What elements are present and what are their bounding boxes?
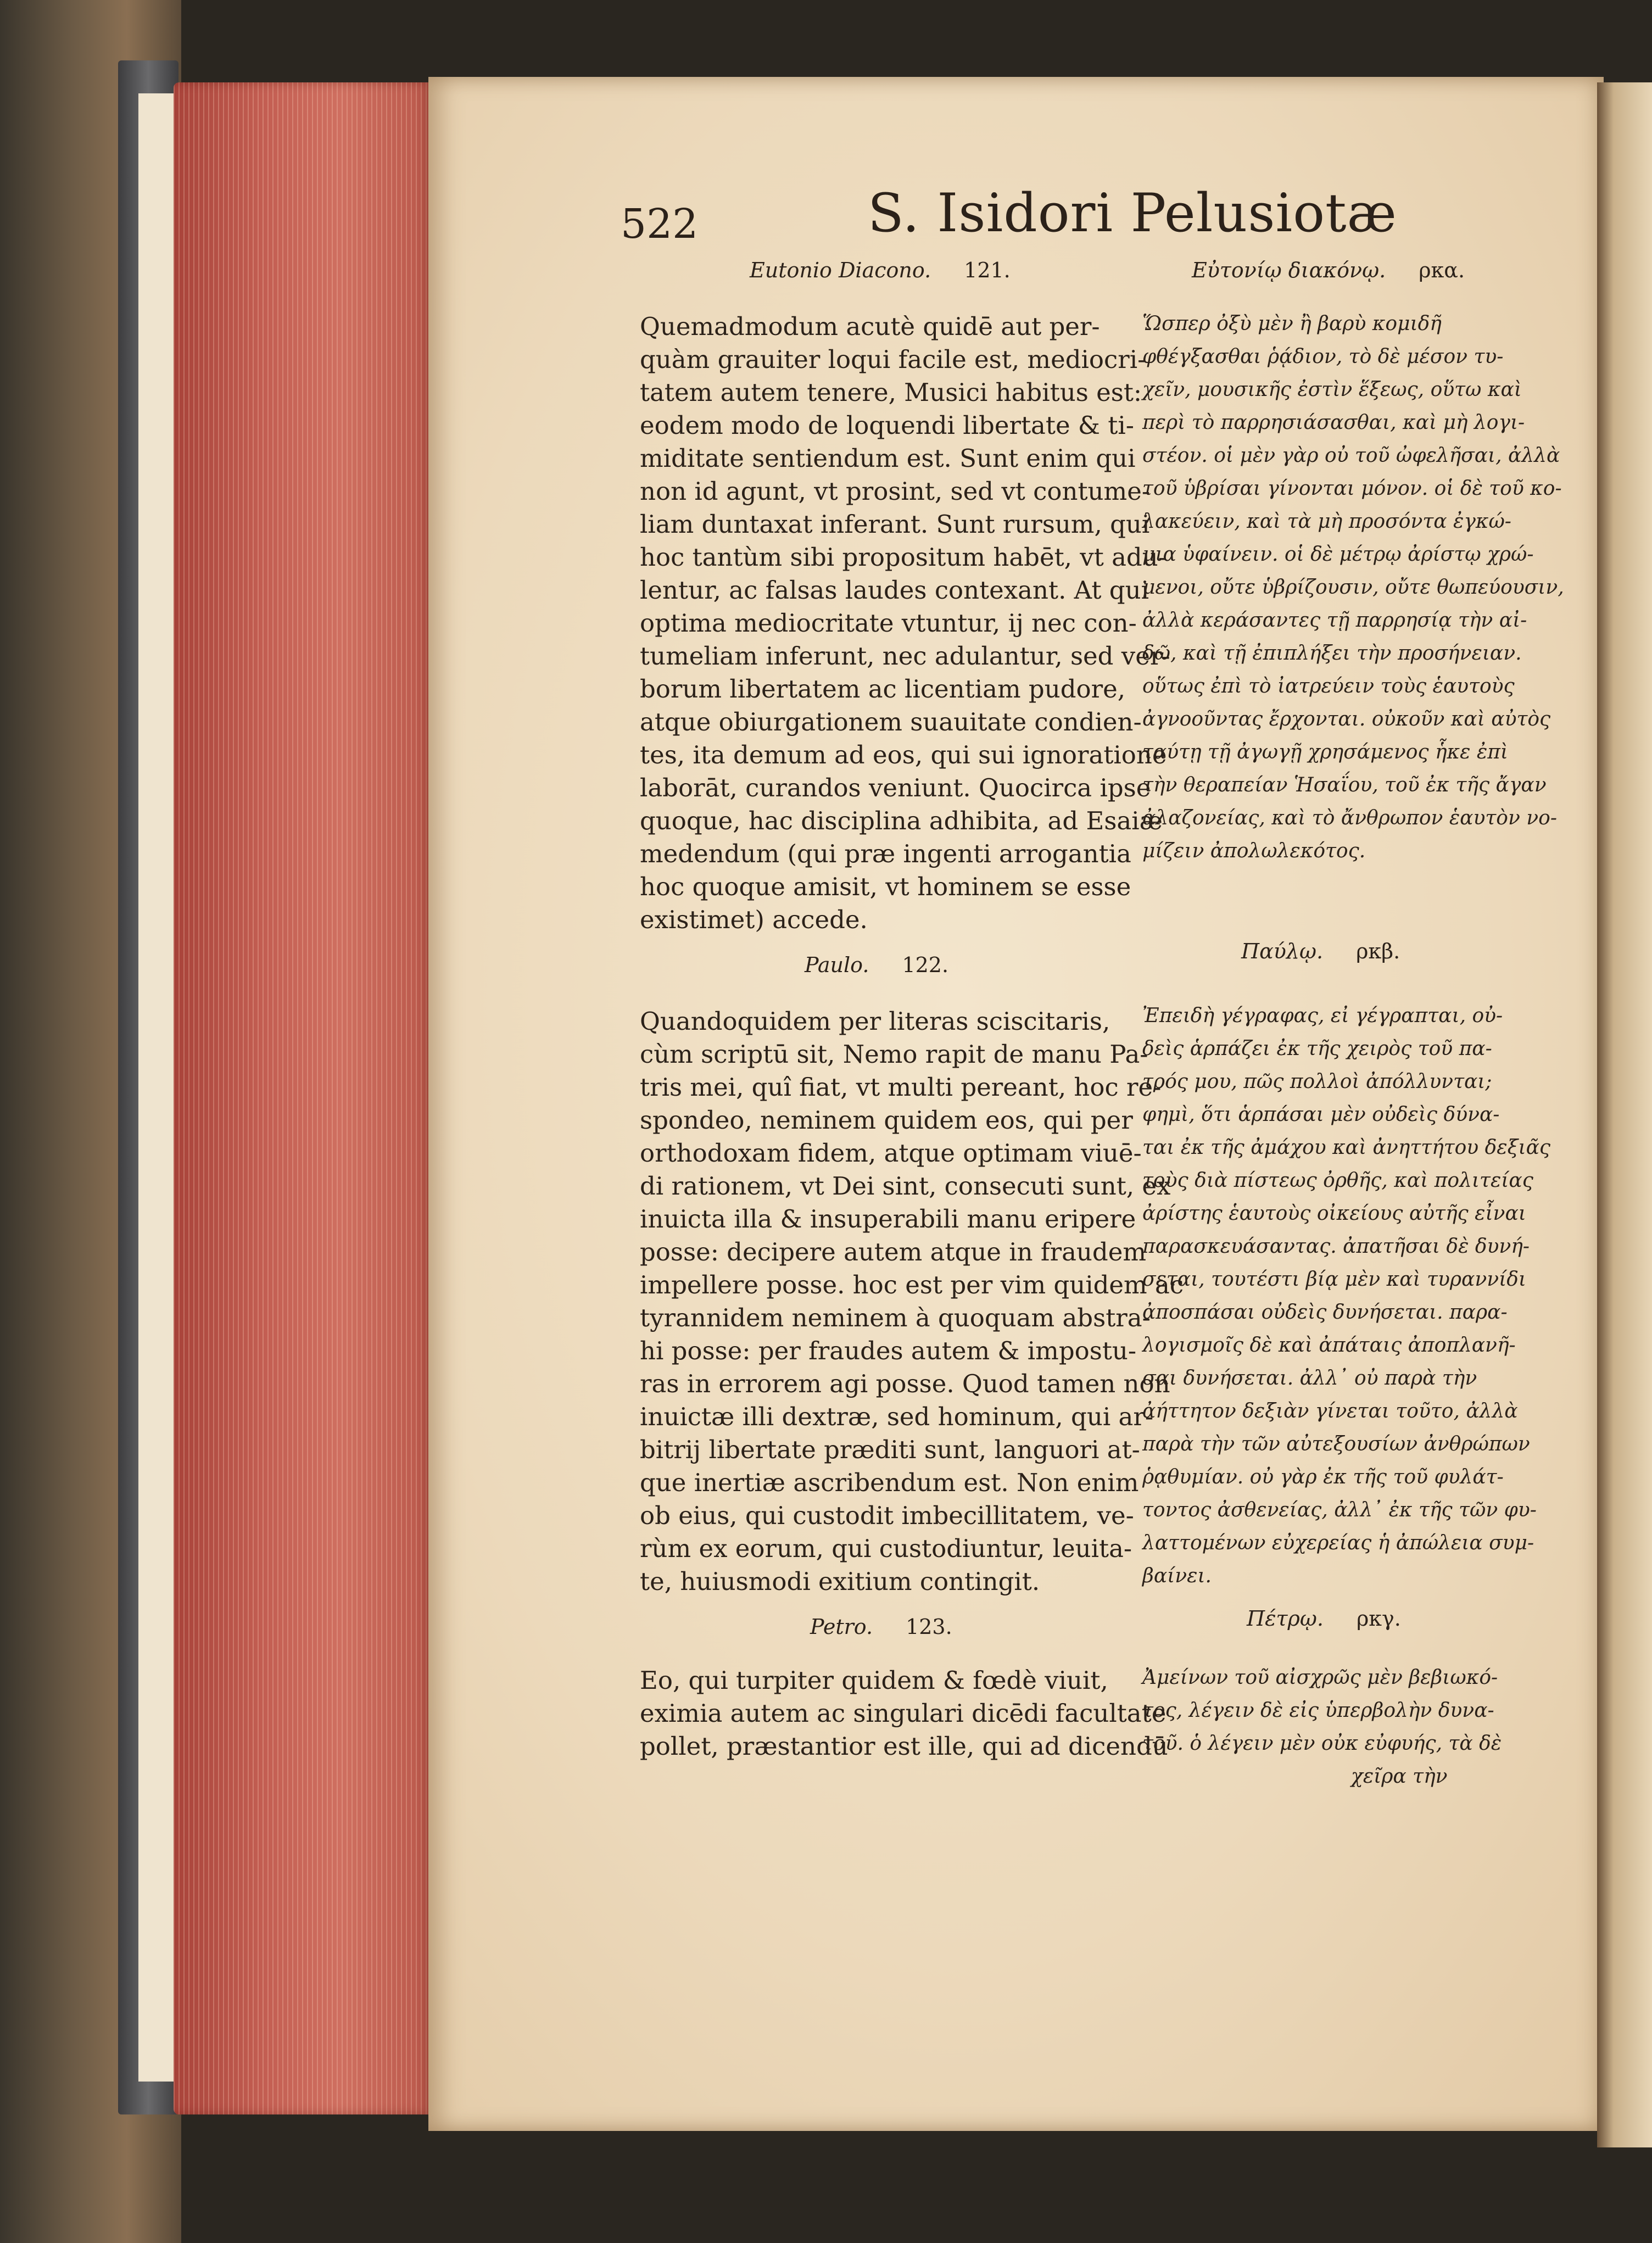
text-line: hoc quoque amisit, vt hominem se esse [640,872,1131,901]
text-line: βαίνει. [1142,1565,1212,1587]
text-line: borum libertatem ac licentiam pudore, [640,674,1126,704]
text-line: inuicta illa & insuperabili manu eripere [640,1204,1136,1234]
text-line: medendum (qui præ ingenti arrogantia [640,839,1131,868]
text-line: di rationem, vt Dei sint, consecuti sunt, ex [640,1171,1171,1201]
text-line: quàm grauiter loqui facile est, mediocri- [640,345,1146,374]
text-line: τρός μου, πῶς πολλοὶ ἀπόλλυνται; [1142,1070,1492,1093]
text-line: ται ἐκ τῆς ἀμάχου καὶ ἀνηττήτου δεξιᾶς [1142,1136,1551,1159]
text-line: ἀγνοοῦντας ἔρχονται. οὐκοῦν καὶ αὐτὸς [1142,708,1551,730]
text-line: Ἀμείνων τοῦ αἰσχρῶς μὲν βεβιωκό- [1142,1666,1498,1689]
text-line: χεῖν, μουσικῆς ἐστὶν ἕξεως, οὕτω καὶ [1142,378,1522,401]
greek-heading-number: ρκβ. [1356,939,1400,963]
greek-heading-name: Εὐτονίῳ διακόνῳ. [1192,258,1386,282]
text-line: impellere posse. hoc est per vim quidem ac [640,1270,1184,1299]
text-line: que inertiæ ascribendum est. Non enim [640,1468,1139,1497]
greek-heading-number: ρκγ. [1356,1606,1401,1631]
text-line: hi posse: per fraudes autem & impostu- [640,1336,1137,1365]
greek-heading-name: Πέτρῳ. [1247,1606,1324,1631]
text-line: τοῦ. ὁ λέγειν μὲν οὐκ εὐφυής, τὰ δὲ [1142,1732,1502,1755]
text-line: τος, λέγειν δὲ εἰς ὑπερβολὴν δυνα- [1142,1699,1494,1722]
latin-heading [805,953,948,977]
text-line: ῥᾳθυμίαν. οὐ γὰρ ἐκ τῆς τοῦ φυλάτ- [1142,1466,1504,1488]
greek-heading [1192,258,1465,282]
red-fore-edge [174,82,432,2114]
endpaper [138,93,177,2082]
latin-heading-number: 121. [964,258,1011,282]
text-line: τοῦ ὑβρίσαι γίνονται μόνον. οἱ δὲ τοῦ κο- [1142,477,1562,500]
text-line: tes, ita demum ad eos, qui sui ignoratione [640,740,1167,769]
text-line: ras in errorem agi posse. Quod tamen non [640,1369,1170,1398]
text-line: lentur, ac falsas laudes contexant. At qui [640,576,1149,605]
text-line: pollet, præstantior est ille, qui ad dicendū [640,1732,1168,1761]
text-line: liam duntaxat inferant. Sunt rursum, qui [640,510,1150,539]
latin-heading-number: 122. [902,953,949,977]
text-line: σεται, τουτέστι βίᾳ μὲν καὶ τυραννίδι [1142,1268,1527,1291]
text-line: Eo, qui turpiter quidem & fœdè viuit, [640,1666,1108,1695]
text-line: rùm ex eorum, qui custodiuntur, leuita- [640,1534,1132,1563]
text-line: cùm scriptū sit, Nemo rapit de manu Pa- [640,1040,1148,1069]
text-line: tatem autem tenere, Musici habitus est: [640,378,1142,407]
text-line: ἀρίστης ἑαυτοὺς οἰκείους αὐτῆς εἶναι [1142,1202,1526,1225]
page-number: 522 [621,200,699,248]
text-line: tumeliam inferunt, nec adulantur, sed ver- [640,641,1170,671]
latin-heading-number: 123. [906,1615,952,1639]
text-line: λαττομένων εὐχερείας ἡ ἀπώλεια συμ- [1142,1532,1534,1554]
text-line: bitrij libertate præditi sunt, languori at- [640,1435,1140,1464]
latin-heading-name: Eutonio Diacono. [750,258,931,282]
text-line: παρὰ τὴν τῶν αὐτεξουσίων ἀνθρώπων [1142,1433,1530,1455]
text-line: περὶ τὸ παρρησιάσασθαι, καὶ μὴ λογι- [1142,411,1525,434]
text-line: παρασκευάσαντας. ἀπατῆσαι δὲ δυνή- [1142,1235,1530,1258]
text-line: ἀποσπάσαι οὐδεὶς δυνήσεται. παρα- [1142,1301,1508,1324]
catchword: χεῖρα τὴν [1351,1765,1448,1788]
text-line: posse: decipere autem atque in fraudem [640,1237,1146,1266]
text-line: te, huiusmodi exitium contingit. [640,1567,1040,1596]
text-line: στέον. οἱ μὲν γὰρ οὐ τοῦ ὠφελῆσαι, ἀλλὰ [1142,444,1560,467]
text-line: inuictæ illi dextræ, sed hominum, qui ar- [640,1402,1154,1431]
greek-heading-number: ρκα. [1419,258,1465,282]
text-line: οὕτως ἐπὶ τὸ ἰατρεύειν τοὺς ἑαυτοὺς [1142,675,1515,698]
text-line: φθέγξασθαι ῥᾴδιον, τὸ δὲ μέσον τυ- [1142,345,1504,368]
greek-heading [1247,1606,1401,1631]
latin-heading-name: Paulo. [805,953,869,977]
text-line: Ὥσπερ ὀξὺ μὲν ἢ βαρὺ κομιδῆ [1142,313,1442,335]
text-line: λακεύειν, καὶ τὰ μὴ προσόντα ἐγκώ- [1142,510,1511,533]
text-line: tris mei, quî fiat, vt multi pereant, hoc re- [640,1073,1162,1102]
text-line: δεὶς ἁρπάζει ἐκ τῆς χειρὸς τοῦ πα- [1142,1037,1492,1060]
text-line: miditate sentiendum est. Sunt enim qui [640,444,1136,473]
text-line: non id agunt, vt prosint, sed vt contume- [640,477,1151,506]
text-line: quoque, hac disciplina adhibita, ad Esaiæ [640,806,1163,835]
text-line: λογισμοῖς δὲ καὶ ἀπάταις ἀποπλανῆ- [1142,1334,1516,1357]
text-line: eximia autem ac singulari dicēdi facultate [640,1699,1167,1728]
text-line: τὴν θεραπείαν Ἡσαΐου, τοῦ ἐκ τῆς ἄγαν [1142,774,1547,796]
text-line: δῶ, καὶ τῇ ἐπιπλήξει τὴν προσήνειαν. [1142,642,1522,665]
text-line: eodem modo de loquendi libertate & ti- [640,411,1134,440]
text-line: ταύτῃ τῇ ἀγωγῇ χρησάμενος ἧκε ἐπὶ [1142,741,1509,763]
text-line: ἀλαζονείας, καὶ τὸ ἄνθρωπον ἑαυτὸν νο- [1142,807,1558,829]
text-line: τοὺς διὰ πίστεως ὀρθῆς, καὶ πολιτείας [1142,1169,1533,1192]
text-line: τοντος ἀσθενείας, ἀλλ᾽ ἐκ τῆς τῶν φυ- [1142,1499,1537,1521]
running-title: S. Isidori Pelusiotæ [868,182,1397,244]
text-line: ἀλλὰ κεράσαντες τῇ παρρησίᾳ τὴν αἰ- [1142,609,1527,632]
text-line: ob eius, qui custodit imbecillitatem, ve- [640,1501,1134,1530]
text-line: optima mediocritate vtuntur, ij nec con- [640,609,1137,638]
text-line: ἀήττητον δεξιὰν γίνεται τοῦτο, ἀλλὰ [1142,1400,1518,1422]
text-line: φημὶ, ὅτι ἁρπάσαι μὲν οὐδεὶς δύνα- [1142,1103,1500,1126]
text-line: μίζειν ἀπολωλεκότος. [1142,840,1366,862]
greek-heading [1241,939,1400,963]
latin-heading [810,1615,952,1639]
text-line: laborāt, curandos veniunt. Quocirca ipse [640,773,1151,802]
text-line: orthodoxam fidem, atque optimam viuē- [640,1139,1142,1168]
text-line: Quemadmodum acutè quidē aut per- [640,312,1100,341]
latin-heading [750,258,1011,282]
text-line: μια ὑφαίνειν. οἱ δὲ μέτρῳ ἀρίστῳ χρώ- [1142,543,1534,566]
text-line: tyrannidem neminem à quoquam abstra- [640,1303,1151,1332]
text-line: hoc tantùm sibi propositum habēt, vt adu- [640,543,1167,572]
text-line: atque obiurgationem suauitate condien- [640,707,1142,736]
text-line: Quandoquidem per literas sciscitaris, [640,1007,1110,1036]
facing-page-edge [1597,82,1652,2147]
greek-heading-name: Παύλῳ. [1241,939,1324,963]
text-line: σαι δυνήσεται. ἀλλ᾽ οὐ παρὰ τὴν [1142,1367,1477,1390]
text-line: spondeo, neminem quidem eos, qui per [640,1106,1133,1135]
text-line: μενοι, οὔτε ὑβρίζουσιν, οὔτε θωπεύουσιν, [1142,576,1564,599]
latin-heading-name: Petro. [810,1615,873,1639]
text-line: existimet) accede. [640,905,868,934]
text-line: Ἐπειδὴ γέγραφας, εἰ γέγραπται, οὐ- [1142,1005,1503,1027]
